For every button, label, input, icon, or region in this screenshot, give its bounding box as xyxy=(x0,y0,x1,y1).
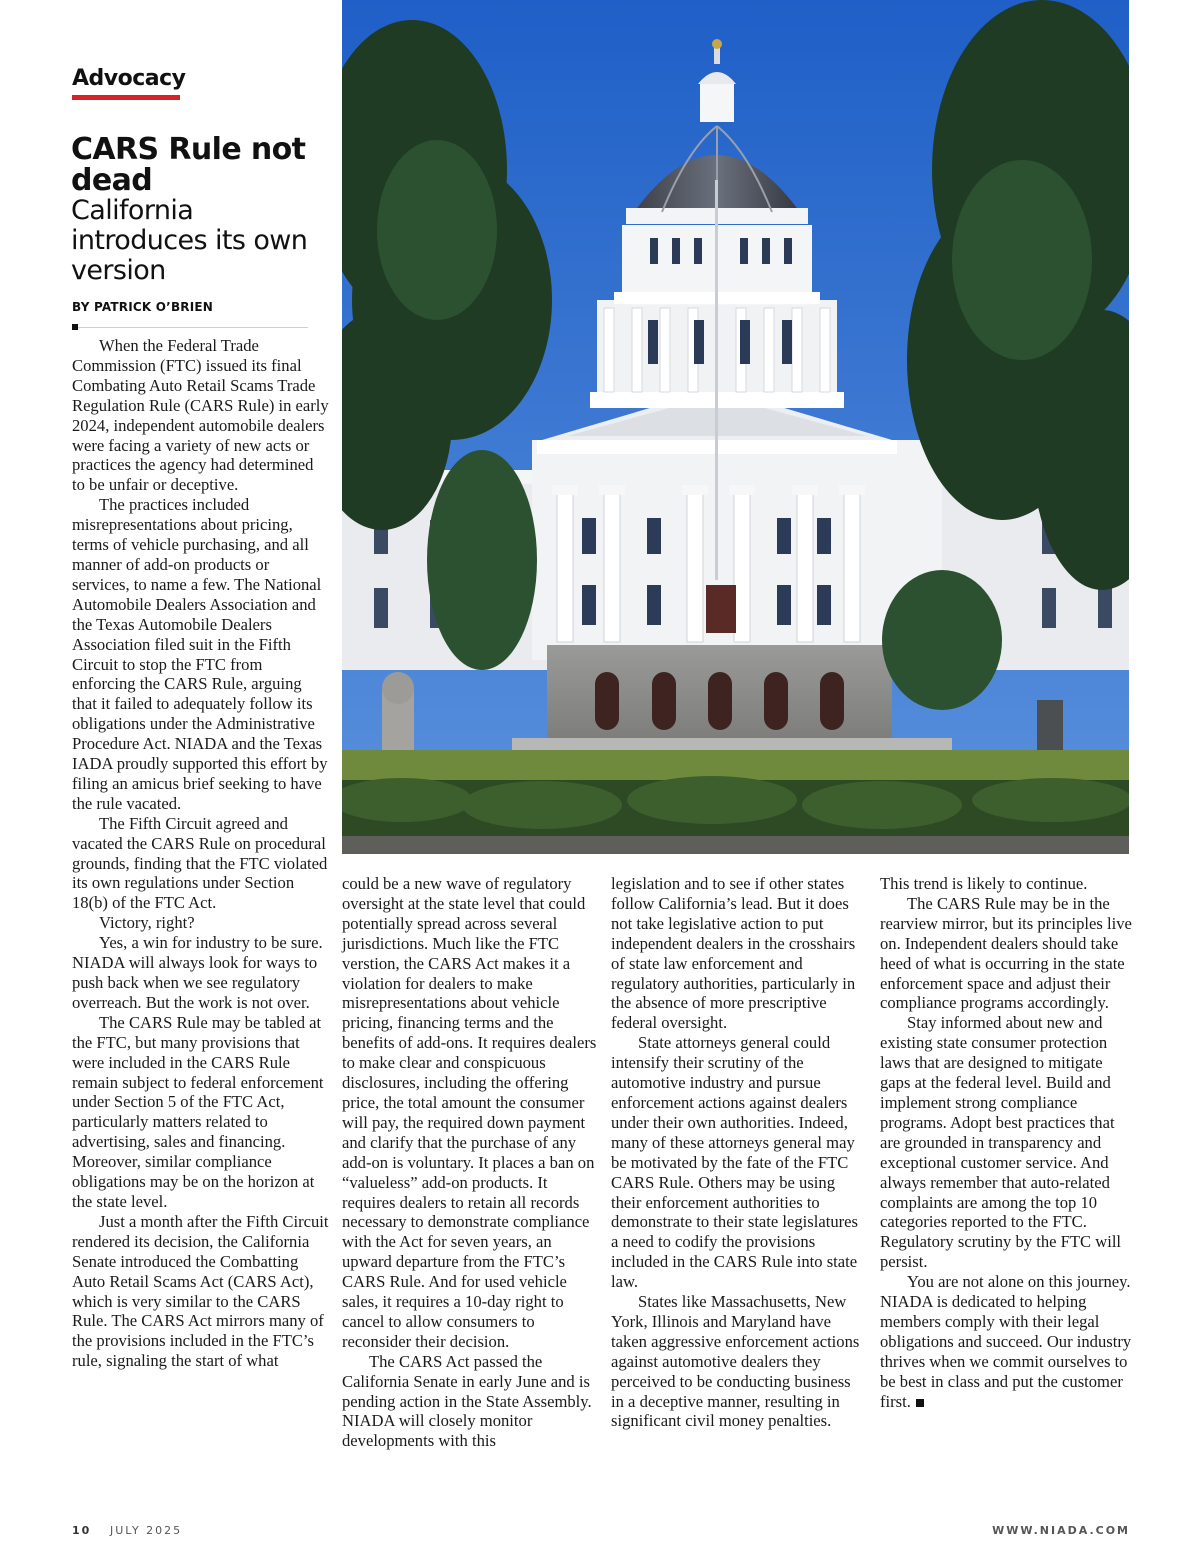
issue-date: JULY 2025 xyxy=(110,1524,183,1537)
body-column-2 xyxy=(342,874,598,1451)
section-label: Advocacy xyxy=(72,66,186,91)
body-paragraph: The CARS Rule may be tabled at the FTC, but many provisions that were included in the CARS Rule remain subject to federal enforcement under Section 5 of the FTC Act, particularly matters related to advertising, sales and financing. Moreover, similar compliance obligations may be on the horizon at the state level. xyxy=(72,1012,324,1211)
website-url: WWW.NIADA.COM xyxy=(992,1524,1130,1537)
byline-square-marker xyxy=(72,324,78,330)
byline: BY PATRICK O’BRIEN xyxy=(72,300,214,314)
body-paragraph: When the Federal Trade Commission (FTC) issued its final Combating Auto Retail Scams Trade Regulation Rule (CARS Rule) in early 2024, independent automobile dealers were facing a variety of new acts or practices the agency had determined to be unfair or deceptive. xyxy=(72,336,329,495)
article-subhead: California introduces its own version xyxy=(71,195,308,286)
body-paragraph: The practices included misrepresentations about pricing, terms of vehicle purchasing, and all manner of add-on products or services, to name a few. The National Automobile Dealers Association and the Texas Automobile Dealers Association filed suit in the Fifth Circuit to stop the FTC from enforcing the CARS Rule, arguing that it failed to adequately follow its obligations under the Administrative Procedure Act. NIADA and the Texas IADA proudly supported this effort by filing an amicus brief seeking to have the rule vacated. xyxy=(72,495,328,813)
body-paragraph xyxy=(880,1272,1136,1411)
body-column-3 xyxy=(611,874,867,1431)
end-of-article-marker xyxy=(916,1399,924,1407)
body-paragraph: legislation and to see if other states follow California’s lead. But it does not take legislative action to put independent dealers in the crosshairs of state law enforcement and regulatory authorities, particularly in the absence of more prescriptive federal oversight. xyxy=(611,874,856,1033)
byline-divider xyxy=(72,327,308,328)
body-paragraph: The CARS Rule may be in the rearview mirror, but its principles live on. Independent dealers should take heed of what is occurring in the state enforcement space and adjust their compliance programs accordingly. xyxy=(880,893,1132,1013)
body-paragraph: could be a new wave of regulatory oversight at the state level that could potentially spread across several jurisdictions. Much like the FTC verstion, the CARS Act makes it a violation for dealers to make misrepresentations about vehicle pricing, financing terms and the benefits of add-ons. It requires dealers to make clear and conspicuous disclosures, including the offering price, the total amount the consumer will pay, the required down payment and clarify that the purchase of any add-on is voluntary. It places a ban on “valueless” add-on products. It requires dealers to retain all records necessary to demonstrate compliance with the Act for seven years, an upward departure from the FTC’s CARS Rule. And for used vehicle sales, it requires a 10-day right to cancel to allow consumers to reconsider their decision. xyxy=(342,874,597,1351)
body-paragraph: Yes, a win for industry to be sure. NIADA will always look for ways to push back when we see regulatory overreach. But the work is not over. xyxy=(72,933,323,1012)
body-paragraph: The CARS Act passed the California Senate in early June and is pending action in the State Assembly. NIADA will closely monitor developments with this xyxy=(342,1351,592,1451)
body-paragraph: State attorneys general could intensify their scrutiny of the automotive industry and pursue enforcement actions against dealers under their own authorities. Indeed, many of these attorneys general may be motivated by the fate of the FTC CARS Rule. Others may be using their enforcement authorities to demonstrate to their state legislatures a need to codify the provisions included in the CARS Rule into state law. xyxy=(611,1033,858,1292)
closing-paragraph-text: You are not alone on this journey. NIADA is dedicated to helping members comply with their legal obligations and succeed. Our industry thrives when we commit ourselves to be best in class and put the customer first. xyxy=(880,1272,1132,1411)
body-column-1 xyxy=(72,336,330,1371)
body-paragraph: Stay informed about new and existing state consumer protection laws that are designed to mitigate gaps at the federal level. Build and implement strong compliance programs. Adopt best practices that are grounded in transparency and exceptional customer service. And always remember that auto-related complaints are among the top 10 categories reported to the FTC. Regulatory scrutiny by the FTC will persist. xyxy=(880,1013,1122,1272)
hero-image-capitol xyxy=(342,0,1129,854)
body-paragraph: Victory, right? xyxy=(99,913,195,933)
body-paragraph: The Fifth Circuit agreed and vacated the CARS Rule on procedural grounds, finding that the FTC violated its own regulations under Section 18(b) of the FTC Act. xyxy=(72,813,328,913)
article-headline: CARS Rule not dead xyxy=(71,132,306,198)
body-paragraph: Just a month after the Fifth Circuit rendered its decision, the California Senate introduced the Combatting Auto Retail Scams Act (CARS Act), which is very similar to the CARS Rule. The CARS Act mirrors many of the provisions included in the FTC’s rule, signaling the start of what xyxy=(72,1211,329,1371)
page-number: 10 xyxy=(72,1524,92,1537)
body-column-4 xyxy=(880,874,1136,1411)
body-paragraph: States like Massachusetts, New York, Illinois and Maryland have taken aggressive enforcement actions against automotive dealers they perceived to be conducting business in a deceptive manner, resulting in significant civil money penalties. xyxy=(611,1292,860,1431)
section-underline xyxy=(72,95,180,100)
body-paragraph: This trend is likely to continue. xyxy=(880,874,1088,893)
